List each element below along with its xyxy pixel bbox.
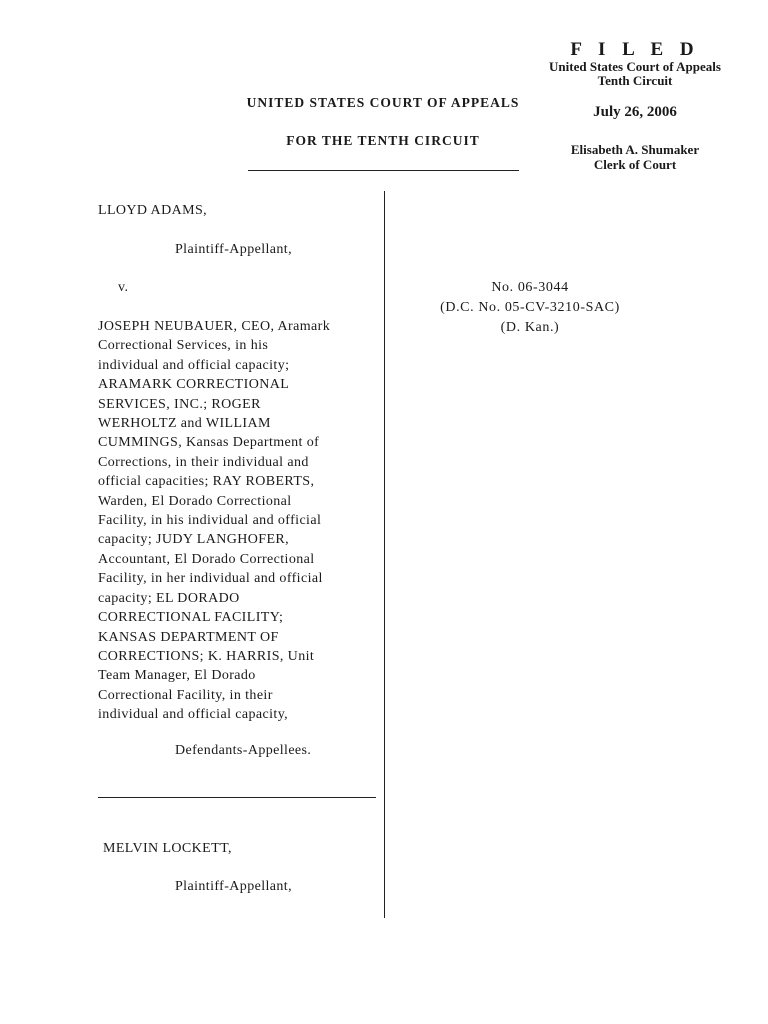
caption-divider <box>98 797 376 798</box>
defendants-line: Corrections, in their individual and <box>98 454 309 470</box>
plaintiff-role: Plaintiff-Appellant, <box>175 242 292 257</box>
header-divider <box>248 170 519 171</box>
defendants-line: capacity; EL DORADO <box>98 590 240 606</box>
filed-stamp <box>530 40 740 172</box>
court-header <box>220 95 546 149</box>
defendants-line: CORRECTIONS; K. HARRIS, Unit <box>98 648 315 664</box>
defendants-line: Correctional Facility, in their <box>98 687 273 703</box>
defendants-line: Warden, El Dorado Correctional <box>98 493 292 509</box>
defendants-line: SERVICES, INC.; ROGER <box>98 396 261 412</box>
case-numbers <box>400 278 660 338</box>
filed-heading: F I L E D <box>570 39 700 60</box>
court-name: UNITED STATES COURT OF APPEALS <box>246 95 520 110</box>
court-circuit: FOR THE TENTH CIRCUIT <box>286 133 480 148</box>
second-plaintiff-role: Plaintiff-Appellant, <box>175 879 292 894</box>
defendants-line: Team Manager, El Dorado <box>98 668 256 684</box>
district-court-number: (D.C. No. 05-CV-3210-SAC) <box>440 300 620 315</box>
defendants-line: KANSAS DEPARTMENT OF <box>98 629 279 645</box>
plaintiff-name: LLOYD ADAMS, <box>98 203 208 218</box>
clerk-name: Elisabeth A. Shumaker <box>570 142 700 157</box>
versus-label: v. <box>118 280 129 295</box>
defendants-line: ARAMARK CORRECTIONAL <box>98 377 290 393</box>
defendants-line: capacity; JUDY LANGHOFER, <box>98 532 290 548</box>
defendants-line: Facility, in her individual and official <box>98 571 323 587</box>
district: (D. Kan.) <box>500 320 560 335</box>
stamp-court-name: United States Court of Appeals <box>549 59 721 74</box>
second-plaintiff-name: MELVIN LOCKETT, <box>103 841 232 856</box>
defendants-role: Defendants-Appellees. <box>175 743 312 758</box>
defendants-line: JOSEPH NEUBAUER, CEO, Aramark <box>98 319 331 334</box>
defendants-line: individual and official capacity, <box>98 707 289 723</box>
filed-date: July 26, 2006 <box>593 104 677 120</box>
case-number: No. 06-3044 <box>491 280 569 295</box>
defendants-list <box>98 317 380 725</box>
defendants-line: official capacities; RAY ROBERTS, <box>98 474 315 490</box>
defendants-line: Correctional Services, in his <box>98 338 269 354</box>
defendants-line: CUMMINGS, Kansas Department of <box>98 435 320 451</box>
defendants-line: Accountant, El Dorado Correctional <box>98 551 315 567</box>
defendants-line: WERHOLTZ and WILLIAM <box>98 416 271 432</box>
defendants-line: individual and official capacity; <box>98 357 290 373</box>
clerk-title: Clerk of Court <box>593 157 677 172</box>
caption-vertical-rule <box>384 191 385 918</box>
defendants-line: CORRECTIONAL FACILITY; <box>98 610 284 626</box>
defendants-line: Facility, in his individual and official <box>98 513 322 529</box>
stamp-circuit: Tenth Circuit <box>597 73 673 88</box>
